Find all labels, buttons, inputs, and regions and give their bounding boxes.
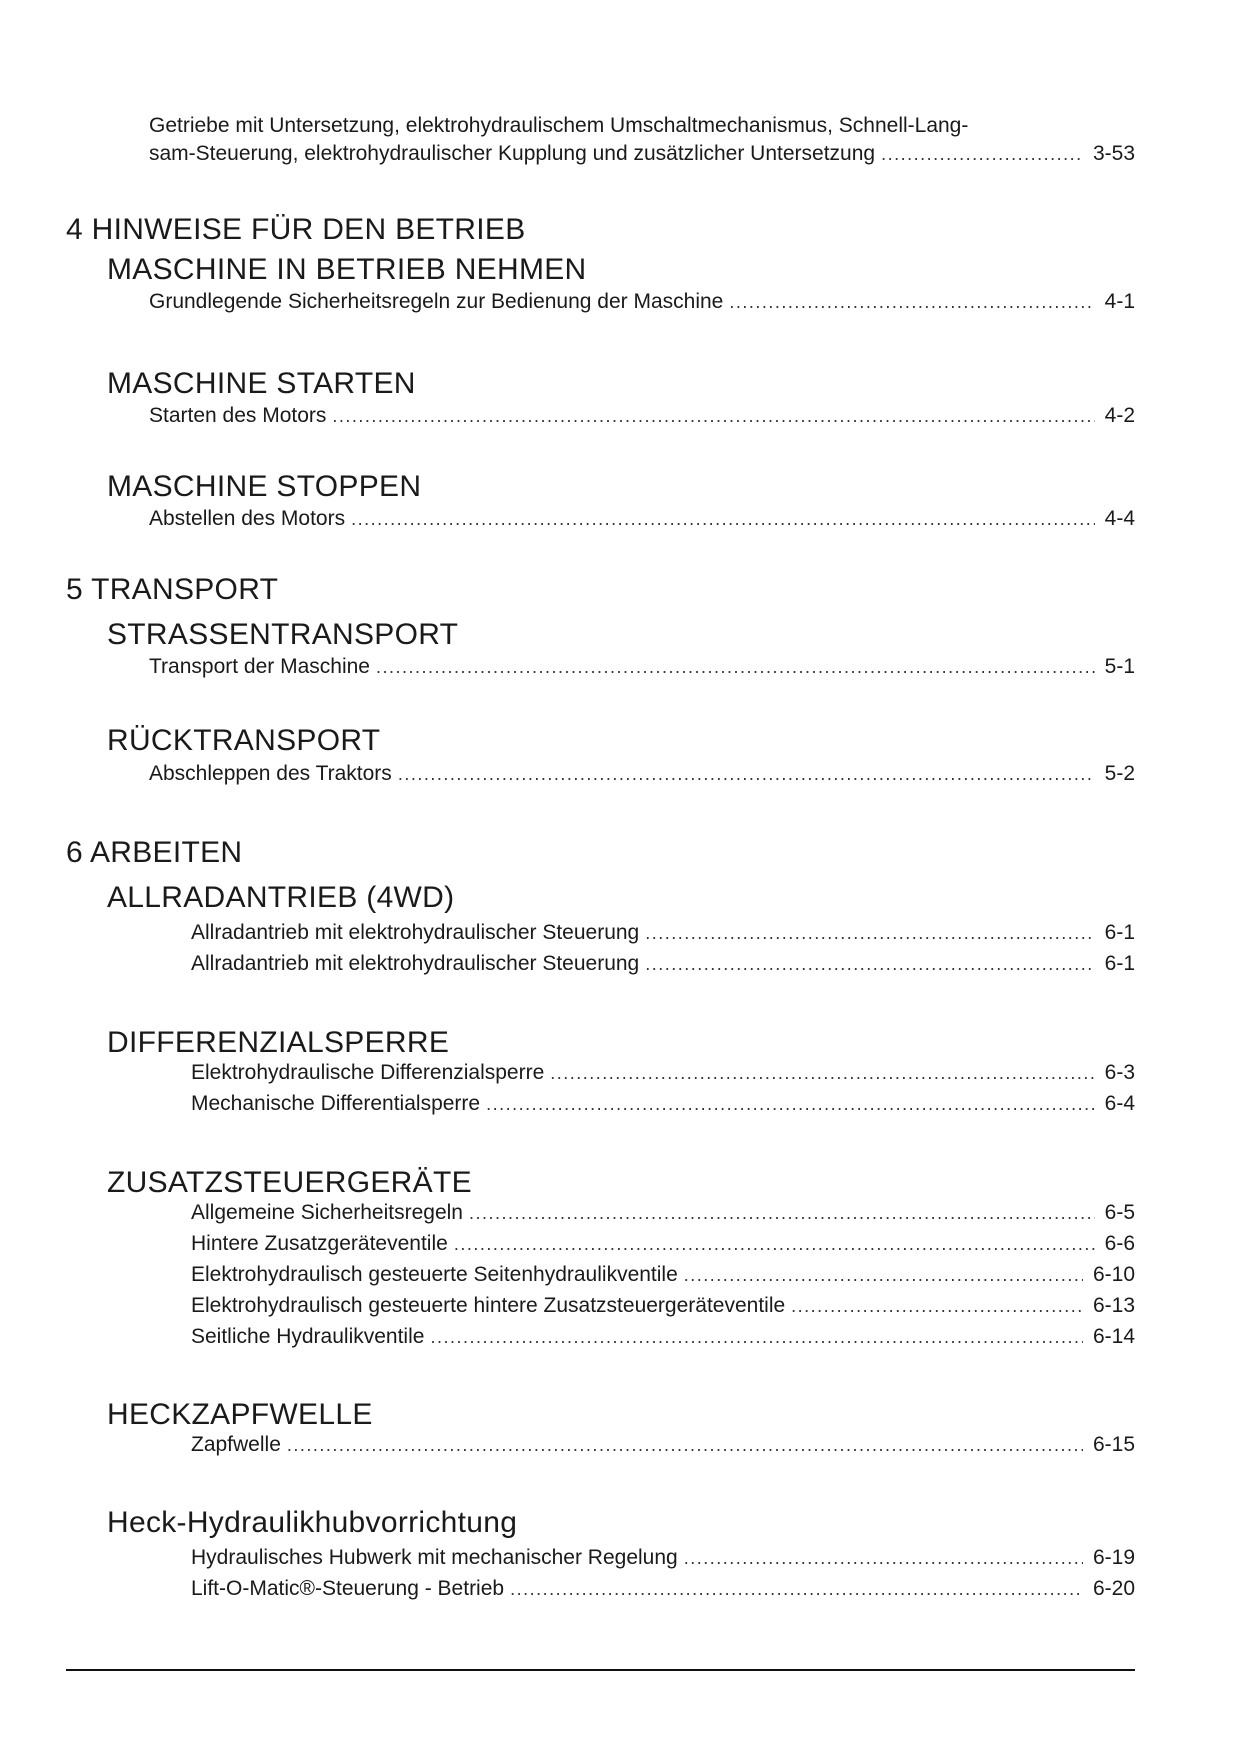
toc-entry-page: 6-13 [1092, 1294, 1135, 1317]
dot-leader [645, 954, 1094, 975]
toc-entry[interactable] [149, 762, 1135, 786]
toc-entry-page: 6-19 [1092, 1546, 1135, 1569]
toc-entry-page: 6-20 [1092, 1577, 1135, 1600]
toc-entry-text: Allgemeine Sicherheitsregeln [191, 1201, 463, 1224]
chapter-title: 5 TRANSPORT [66, 573, 279, 606]
toc-entry-text: Elektrohydraulisch gesteuerte Seitenhydraulikventile [191, 1263, 678, 1286]
toc-entry[interactable] [191, 1433, 1135, 1457]
section-title: HECKZAPFWELLE [107, 1398, 373, 1431]
toc-entry-intro-line1: Getriebe mit Untersetzung, elektrohydraulischem Umschaltmechanismus, Schnell-Lang- [149, 114, 969, 137]
toc-entry[interactable] [191, 1294, 1135, 1318]
dot-leader [729, 292, 1094, 313]
toc-entry[interactable] [191, 1325, 1135, 1349]
toc-entry[interactable] [191, 1201, 1135, 1225]
toc-entry[interactable] [149, 404, 1135, 428]
dot-leader [287, 1435, 1083, 1456]
toc-entry[interactable] [191, 1061, 1135, 1085]
toc-entry[interactable] [149, 507, 1135, 531]
toc-entry-text: Hintere Zusatzgeräteventile [191, 1232, 448, 1255]
toc-entry-page: 4-2 [1104, 404, 1135, 427]
toc-entry-text: Allradantrieb mit elektrohydraulischer Steuerung [191, 952, 640, 975]
toc-entry[interactable] [191, 1546, 1135, 1570]
dot-leader [486, 1094, 1095, 1115]
toc-entry-page: 6-10 [1092, 1263, 1135, 1286]
toc-entry-text: Lift-O-Matic®-Steuerung - Betrieb [191, 1577, 505, 1600]
dot-leader [684, 1265, 1083, 1286]
toc-entry-text: Hydraulisches Hubwerk mit mechanischer Regelung [191, 1546, 678, 1569]
toc-entry-text: Elektrohydraulische Differenzialsperre [191, 1061, 545, 1084]
toc-entry-text: Grundlegende Sicherheitsregeln zur Bedienung der Maschine [149, 290, 724, 313]
toc-entry-text: Elektrohydraulisch gesteuerte hintere Zusatzsteuergeräteventile [191, 1294, 786, 1317]
dot-leader [550, 1063, 1094, 1084]
dot-leader [430, 1327, 1083, 1348]
dot-leader [398, 764, 1095, 785]
toc-entry-page: 6-3 [1104, 1061, 1135, 1084]
toc-entry[interactable] [191, 952, 1135, 976]
section-title: MASCHINE STARTEN [107, 367, 416, 400]
toc-entry-text: Abschleppen des Traktors [149, 762, 392, 785]
toc-entry-page: 6-4 [1104, 1092, 1135, 1115]
toc-entry[interactable] [149, 290, 1135, 314]
toc-entry-text: Transport der Maschine [149, 655, 370, 678]
dot-leader [510, 1579, 1083, 1600]
toc-entry-page: 4-1 [1104, 290, 1135, 313]
footer-rule [66, 1669, 1135, 1671]
dot-leader [469, 1203, 1095, 1224]
dot-leader [454, 1234, 1095, 1255]
toc-entry[interactable] [191, 1232, 1135, 1256]
section-title: ALLRADANTRIEB (4WD) [107, 881, 455, 914]
toc-entry-text: Zapfwelle [191, 1433, 281, 1456]
toc-entry-page: 4-4 [1104, 507, 1135, 530]
toc-entry-page: 6-6 [1104, 1232, 1135, 1255]
toc-entry-page: 6-14 [1092, 1325, 1135, 1348]
toc-entry-page: 6-15 [1092, 1433, 1135, 1456]
toc-entry[interactable] [191, 921, 1135, 945]
section-title: DIFFERENZIALSPERRE [107, 1026, 450, 1059]
section-title: MASCHINE STOPPEN [107, 470, 422, 503]
chapter-title: 4 HINWEISE FÜR DEN BETRIEB [66, 213, 526, 246]
toc-entry[interactable] [191, 1092, 1135, 1116]
toc-entry-text: Abstellen des Motors [149, 507, 346, 530]
toc-entry-text: Allradantrieb mit elektrohydraulischer Steuerung [191, 921, 640, 944]
toc-entry[interactable] [149, 655, 1135, 679]
toc-entry-page: 6-1 [1104, 952, 1135, 975]
toc-entry-page: 5-2 [1104, 762, 1135, 785]
toc-entry-page: 5-1 [1104, 655, 1135, 678]
toc-entry-text: sam-Steuerung, elektrohydraulischer Kupplung und zusätzlicher Untersetzung [149, 142, 876, 165]
toc-entry-text: Mechanische Differentialsperre [191, 1092, 481, 1115]
toc-entry-page: 6-5 [1104, 1201, 1135, 1224]
section-title: ZUSATZSTEUERGERÄTE [107, 1166, 472, 1199]
section-title: RÜCKTRANSPORT [107, 724, 381, 757]
section-title: Heck-Hydraulikhubvorrichtung [107, 1506, 518, 1539]
dot-leader [351, 509, 1095, 530]
section-title: STRASSENTRANSPORT [107, 618, 459, 651]
dot-leader [376, 657, 1095, 678]
toc-entry-intro[interactable] [149, 142, 1135, 166]
toc-entry-text: Starten des Motors [149, 404, 327, 427]
section-title: MASCHINE IN BETRIEB NEHMEN [107, 253, 587, 286]
toc-entry[interactable] [191, 1577, 1135, 1601]
toc-entry-page: 3-53 [1092, 142, 1135, 165]
toc-entry-page: 6-1 [1104, 921, 1135, 944]
toc-entry[interactable] [191, 1263, 1135, 1287]
dot-leader [684, 1548, 1083, 1569]
dot-leader [332, 406, 1094, 427]
dot-leader [881, 144, 1083, 165]
dot-leader [645, 923, 1094, 944]
dot-leader [791, 1296, 1083, 1317]
chapter-title: 6 ARBEITEN [66, 836, 243, 869]
toc-entry-text: Seitliche Hydraulikventile [191, 1325, 425, 1348]
